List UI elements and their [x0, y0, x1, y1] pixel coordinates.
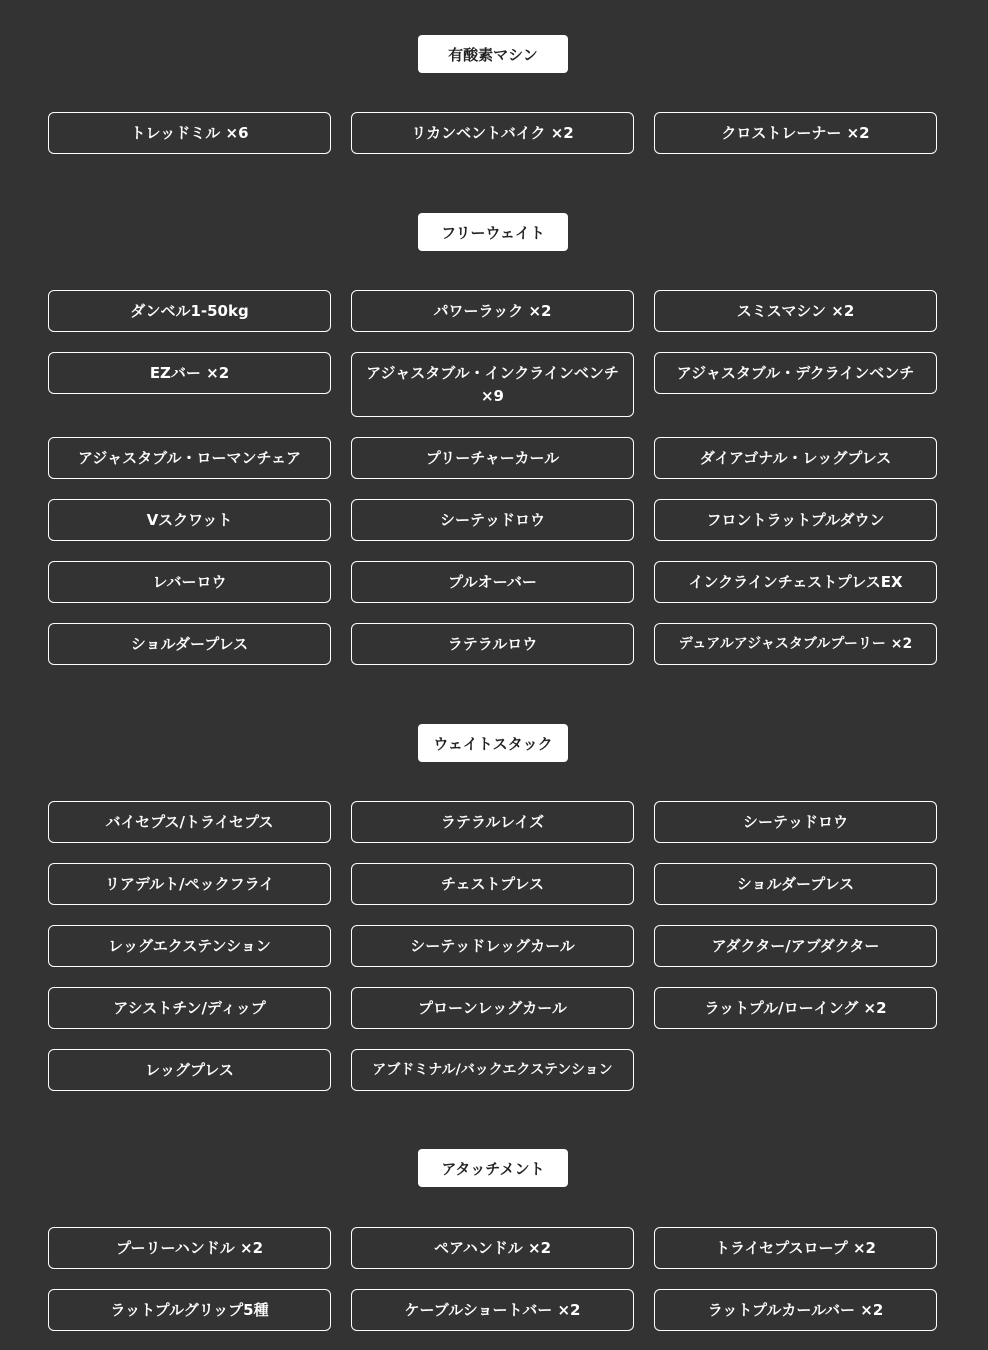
section-title-cardio: 有酸素マシン: [418, 35, 568, 73]
equipment-item: トレッドミル ×6: [48, 112, 331, 154]
section-title-attachment: アタッチメント: [418, 1149, 568, 1187]
equipment-item: プリーチャーカール: [351, 437, 634, 479]
equipment-item: ペアハンドル ×2: [351, 1227, 634, 1269]
equipment-item: アブドミナル/バックエクステンション: [351, 1049, 634, 1091]
equipment-item: ラットプルグリップ5種: [48, 1289, 331, 1331]
equipment-item: ショルダープレス: [654, 863, 937, 905]
section-title-free-weight: フリーウェイト: [418, 213, 568, 251]
equipment-item: ラットプルカールバー ×2: [654, 1289, 937, 1331]
equipment-item: シーテッドレッグカール: [351, 925, 634, 967]
equipment-item: アジャスタブル・ローマンチェア: [48, 437, 331, 479]
equipment-item: シーテッドロウ: [351, 499, 634, 541]
equipment-item: Vスクワット: [48, 499, 331, 541]
equipment-item: シーテッドロウ: [654, 801, 937, 843]
equipment-item: インクラインチェストプレスEX: [654, 561, 937, 603]
equipment-item: プルオーバー: [351, 561, 634, 603]
equipment-item: ショルダープレス: [48, 623, 331, 665]
equipment-item: ダイアゴナル・レッグプレス: [654, 437, 937, 479]
equipment-item: アシストチン/ディップ: [48, 987, 331, 1029]
equipment-item: ダンベル1-50kg: [48, 290, 331, 332]
equipment-item-label: アジャスタブル・インクラインベンチ ×9: [366, 363, 619, 405]
equipment-item: プローンレッグカール: [351, 987, 634, 1029]
equipment-item: レッグプレス: [48, 1049, 331, 1091]
equipment-item: トライセプスロープ ×2: [654, 1227, 937, 1269]
equipment-item: ラテラルロウ: [351, 623, 634, 665]
equipment-item: プーリーハンドル ×2: [48, 1227, 331, 1269]
equipment-item: スミスマシン ×2: [654, 290, 937, 332]
equipment-item: チェストプレス: [351, 863, 634, 905]
equipment-item: デュアルアジャスタブルプーリー ×2: [654, 623, 937, 665]
equipment-item: レッグエクステンション: [48, 925, 331, 967]
equipment-item: レバーロウ: [48, 561, 331, 603]
equipment-item: クロストレーナー ×2: [654, 112, 937, 154]
equipment-item: EZバー ×2: [48, 352, 331, 394]
equipment-item: リカンベントバイク ×2: [351, 112, 634, 154]
equipment-item: パワーラック ×2: [351, 290, 634, 332]
equipment-item: ラットプル/ローイング ×2: [654, 987, 937, 1029]
section-title-weight-stack: ウェイトスタック: [418, 724, 568, 762]
equipment-item: ケーブルショートバー ×2: [351, 1289, 634, 1331]
equipment-item: フロントラットプルダウン: [654, 499, 937, 541]
equipment-item: アジャスタブル・デクラインベンチ: [654, 352, 937, 394]
equipment-item: バイセプス/トライセプス: [48, 801, 331, 843]
equipment-item: リアデルト/ペックフライ: [48, 863, 331, 905]
equipment-item: アダクター/アブダクター: [654, 925, 937, 967]
equipment-item: ラテラルレイズ: [351, 801, 634, 843]
equipment-item: [351, 352, 634, 417]
